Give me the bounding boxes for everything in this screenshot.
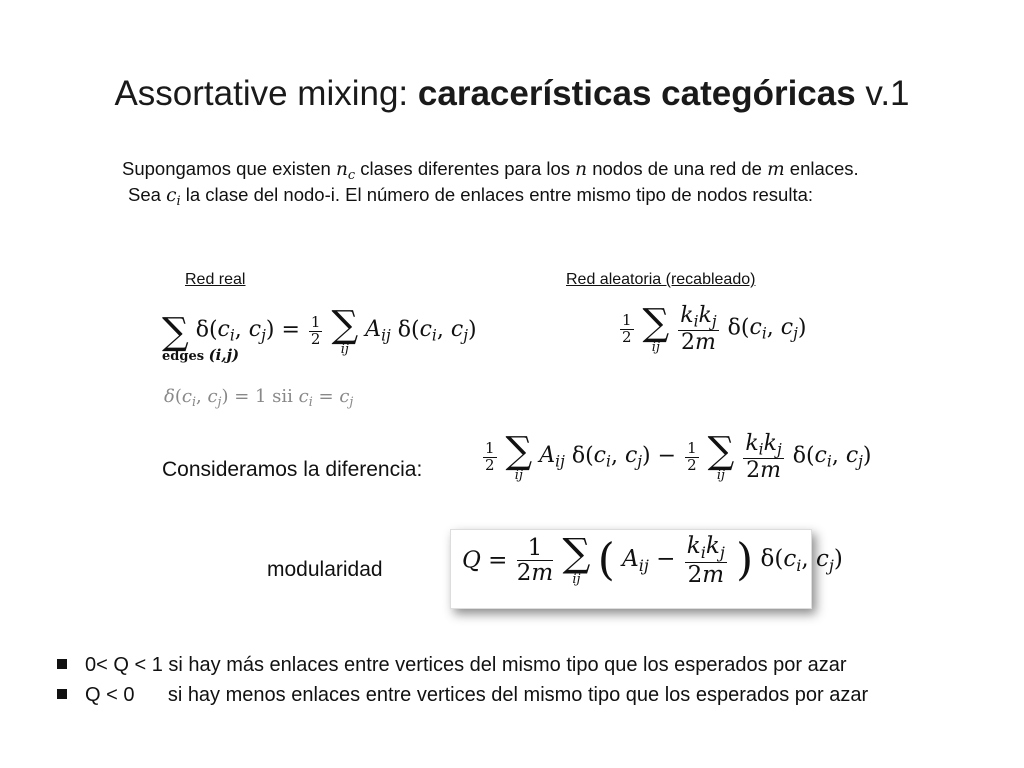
ci-symbol <box>166 185 181 209</box>
ij-pair-label: (i,j) <box>208 346 240 364</box>
bullet-list <box>57 654 1017 714</box>
intro-text: enlaces. <box>784 158 859 179</box>
label-modularity: modularidad <box>267 558 383 581</box>
list-item <box>57 654 847 677</box>
sum-symbol: ∑ ij <box>505 428 533 484</box>
link-red-real[interactable]: Red real <box>185 271 246 288</box>
slide-title <box>0 74 1024 114</box>
bullet-text: Q < 0 si hay menos enlaces entre vertices del mismo tipo que los esperados por azar <box>85 684 869 706</box>
equation-difference: $\frac{1}{2}$ ∑ ij $A_{ij}$ $\delta(c_i$, $c_j$) − $\frac{1}{2}$ ∑ ij $\frac{k_ik_j}{2m}$ $\delta(c_i$, $c_j$) <box>485 428 872 484</box>
sum-symbol: ∑ ij <box>562 531 591 588</box>
delta-definition: $\delta(c_i$, $c_j) = 1$ sii $c_i = c_j$ <box>164 386 354 409</box>
list-item <box>57 684 868 707</box>
sum-symbol: ∑ ij <box>707 428 735 484</box>
square-bullet-icon <box>57 659 67 669</box>
nc-sub: c <box>347 167 356 183</box>
fraction-kikj-2m: $\frac{k_ik_j}{2m}$ <box>680 303 717 356</box>
fraction-kikj-2m: $\frac{k_ik_j}{2m}$ <box>686 533 725 588</box>
link-red-aleatoria[interactable]: Red aleatoria (recableado) <box>566 271 756 288</box>
intro-text: la clase del nodo-i. El número de enlaces entre mismo tipo de nodos resulta: <box>180 184 814 205</box>
intro-text: Supongamos que existen <box>122 158 336 179</box>
fraction-1-2m: $\frac{1}{2m}$ <box>516 534 554 586</box>
fraction-half: $\frac{1}{2}$ <box>622 310 632 346</box>
intro-text: clases diferentes para los <box>355 158 576 179</box>
equation-real-network: ∑ $\delta(c_i$, $c_j$) = $\frac{1}{2}$ ∑ ij $A_{ij}$ $\delta(c_i$, $c_j$) <box>162 302 477 358</box>
ci-sub: i <box>176 193 181 209</box>
sum-symbol: ∑ ij <box>331 302 359 358</box>
title-suffix: v.1 <box>855 74 910 113</box>
intro-text: nodos de una red de <box>587 158 768 179</box>
fraction-half: $\frac{1}{2}$ <box>485 438 495 474</box>
intro-line-1 <box>122 158 859 183</box>
edges-label: edges <box>162 349 205 364</box>
equation-random-network: $\frac{1}{2}$ ∑ ij $\frac{k_ik_j}{2m}$ $\delta(c_i$, $c_j$) <box>622 300 807 356</box>
ci-base: c <box>166 185 177 206</box>
fraction-half: $\frac{1}{2}$ <box>310 312 321 348</box>
intro-text: Sea <box>128 184 167 205</box>
title-bold: caracerísticas categóricas <box>417 74 856 113</box>
sum-symbol: ∑ ij <box>642 300 670 356</box>
bullet-text: 0< Q < 1 si hay más enlaces entre vertices del mismo tipo que los esperados por azar <box>85 654 847 676</box>
fraction-half: $\frac{1}{2}$ <box>687 438 697 474</box>
sum-symbol: ∑ <box>162 308 189 353</box>
intro-line-2 <box>128 184 813 209</box>
edges-subscript <box>162 346 239 364</box>
m-symbol: m <box>767 159 785 180</box>
nc-symbol <box>335 159 356 183</box>
title-normal: Assortative mixing: <box>114 74 418 113</box>
square-bullet-icon <box>57 689 67 699</box>
nc-base: n <box>335 159 348 180</box>
equation-modularity: Q = $\frac{1}{2m}$ ∑ ij ( $A_{ij}$ − $\frac{k_ik_j}{2m}$ ) $\delta(c_i$, $c_j$) <box>462 531 843 588</box>
fraction-kikj-2m: $\frac{k_ik_j}{2m}$ <box>745 431 782 484</box>
label-difference: Consideramos la diferencia: <box>162 458 423 481</box>
n-symbol: n <box>575 159 588 180</box>
